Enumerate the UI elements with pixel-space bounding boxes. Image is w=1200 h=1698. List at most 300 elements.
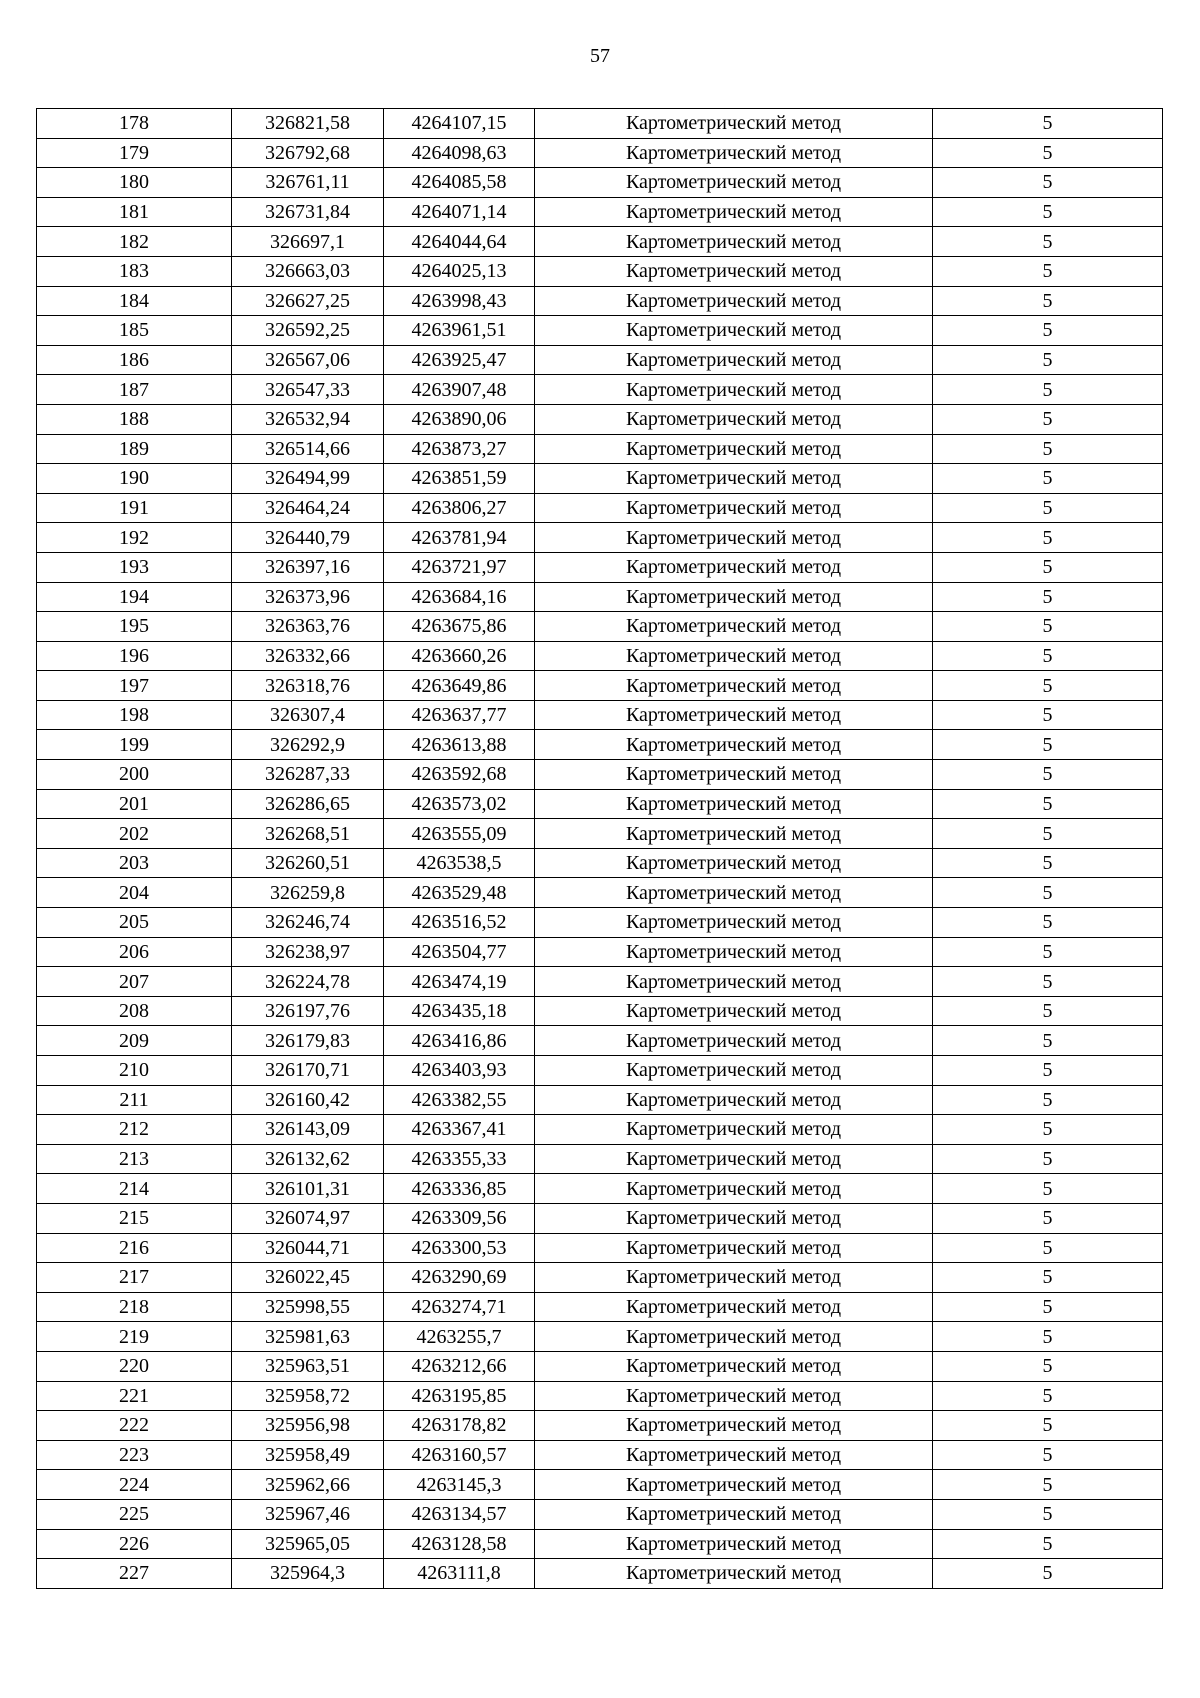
table-row [37,1056,1163,1086]
x-coordinate-cell: 326821,58 [232,109,384,139]
point-number-cell: 210 [37,1056,232,1086]
method-cell: Картометрический метод [535,375,933,405]
x-coordinate-cell: 326761,11 [232,168,384,198]
accuracy-cell: 5 [933,908,1163,938]
accuracy-cell: 5 [933,286,1163,316]
table-row [37,878,1163,908]
method-cell: Картометрический метод [535,848,933,878]
accuracy-cell: 5 [933,316,1163,346]
x-coordinate-cell: 326101,31 [232,1174,384,1204]
accuracy-cell: 5 [933,1056,1163,1086]
point-number-cell: 219 [37,1322,232,1352]
accuracy-cell: 5 [933,700,1163,730]
y-coordinate-cell: 4263851,59 [384,464,535,494]
point-number-cell: 198 [37,700,232,730]
method-cell: Картометрический метод [535,967,933,997]
point-number-cell: 193 [37,552,232,582]
point-number-cell: 226 [37,1529,232,1559]
accuracy-cell: 5 [933,109,1163,139]
y-coordinate-cell: 4263416,86 [384,1026,535,1056]
accuracy-cell: 5 [933,434,1163,464]
x-coordinate-cell: 326074,97 [232,1203,384,1233]
point-number-cell: 206 [37,937,232,967]
point-number-cell: 190 [37,464,232,494]
method-cell: Картометрический метод [535,582,933,612]
coordinates-table [36,108,1163,1589]
table-row [37,582,1163,612]
y-coordinate-cell: 4263403,93 [384,1056,535,1086]
x-coordinate-cell: 325956,98 [232,1411,384,1441]
x-coordinate-cell: 326286,65 [232,789,384,819]
table-row [37,1026,1163,1056]
accuracy-cell: 5 [933,1085,1163,1115]
table-row [37,523,1163,553]
y-coordinate-cell: 4263998,43 [384,286,535,316]
y-coordinate-cell: 4263613,88 [384,730,535,760]
table-row [37,1440,1163,1470]
y-coordinate-cell: 4263649,86 [384,671,535,701]
method-cell: Картометрический метод [535,1292,933,1322]
point-number-cell: 183 [37,256,232,286]
point-number-cell: 217 [37,1263,232,1293]
table-row [37,819,1163,849]
y-coordinate-cell: 4264107,15 [384,109,535,139]
point-number-cell: 189 [37,434,232,464]
accuracy-cell: 5 [933,197,1163,227]
table-row [37,464,1163,494]
point-number-cell: 186 [37,345,232,375]
table-row [37,375,1163,405]
accuracy-cell: 5 [933,375,1163,405]
table-row [37,1115,1163,1145]
point-number-cell: 194 [37,582,232,612]
method-cell: Картометрический метод [535,1470,933,1500]
x-coordinate-cell: 326731,84 [232,197,384,227]
y-coordinate-cell: 4263504,77 [384,937,535,967]
method-cell: Картометрический метод [535,197,933,227]
table-row [37,730,1163,760]
y-coordinate-cell: 4263145,3 [384,1470,535,1500]
method-cell: Картометрический метод [535,1322,933,1352]
table-row [37,1292,1163,1322]
accuracy-cell: 5 [933,1381,1163,1411]
point-number-cell: 191 [37,493,232,523]
x-coordinate-cell: 326494,99 [232,464,384,494]
accuracy-cell: 5 [933,404,1163,434]
y-coordinate-cell: 4263355,33 [384,1144,535,1174]
point-number-cell: 202 [37,819,232,849]
method-cell: Картометрический метод [535,1085,933,1115]
accuracy-cell: 5 [933,523,1163,553]
y-coordinate-cell: 4263435,18 [384,996,535,1026]
point-number-cell: 199 [37,730,232,760]
x-coordinate-cell: 326022,45 [232,1263,384,1293]
x-coordinate-cell: 325962,66 [232,1470,384,1500]
method-cell: Картометрический метод [535,641,933,671]
table-row [37,1529,1163,1559]
y-coordinate-cell: 4263573,02 [384,789,535,819]
point-number-cell: 212 [37,1115,232,1145]
x-coordinate-cell: 326170,71 [232,1056,384,1086]
point-number-cell: 214 [37,1174,232,1204]
method-cell: Картометрический метод [535,1411,933,1441]
accuracy-cell: 5 [933,464,1163,494]
y-coordinate-cell: 4263592,68 [384,760,535,790]
x-coordinate-cell: 326567,06 [232,345,384,375]
point-number-cell: 223 [37,1440,232,1470]
point-number-cell: 197 [37,671,232,701]
method-cell: Картометрический метод [535,493,933,523]
x-coordinate-cell: 326044,71 [232,1233,384,1263]
x-coordinate-cell: 326268,51 [232,819,384,849]
y-coordinate-cell: 4263961,51 [384,316,535,346]
x-coordinate-cell: 326532,94 [232,404,384,434]
method-cell: Картометрический метод [535,996,933,1026]
y-coordinate-cell: 4263890,06 [384,404,535,434]
y-coordinate-cell: 4264071,14 [384,197,535,227]
x-coordinate-cell: 326287,33 [232,760,384,790]
table-row [37,1351,1163,1381]
y-coordinate-cell: 4263195,85 [384,1381,535,1411]
table-row [37,227,1163,257]
x-coordinate-cell: 326792,68 [232,138,384,168]
y-coordinate-cell: 4263516,52 [384,908,535,938]
point-number-cell: 184 [37,286,232,316]
x-coordinate-cell: 326238,97 [232,937,384,967]
accuracy-cell: 5 [933,612,1163,642]
accuracy-cell: 5 [933,671,1163,701]
table-row [37,1322,1163,1352]
point-number-cell: 227 [37,1559,232,1589]
table-row [37,760,1163,790]
method-cell: Картометрический метод [535,1351,933,1381]
x-coordinate-cell: 326397,16 [232,552,384,582]
x-coordinate-cell: 326627,25 [232,286,384,316]
point-number-cell: 188 [37,404,232,434]
point-number-cell: 195 [37,612,232,642]
table-row [37,256,1163,286]
method-cell: Картометрический метод [535,671,933,701]
table-body [37,109,1163,1589]
point-number-cell: 218 [37,1292,232,1322]
table-row [37,552,1163,582]
method-cell: Картометрический метод [535,523,933,553]
point-number-cell: 211 [37,1085,232,1115]
y-coordinate-cell: 4263111,8 [384,1559,535,1589]
y-coordinate-cell: 4263529,48 [384,878,535,908]
method-cell: Картометрический метод [535,878,933,908]
table-row [37,789,1163,819]
x-coordinate-cell: 325998,55 [232,1292,384,1322]
point-number-cell: 203 [37,848,232,878]
x-coordinate-cell: 325965,05 [232,1529,384,1559]
point-number-cell: 224 [37,1470,232,1500]
table-row [37,937,1163,967]
accuracy-cell: 5 [933,1499,1163,1529]
y-coordinate-cell: 4263290,69 [384,1263,535,1293]
table-row [37,1470,1163,1500]
accuracy-cell: 5 [933,996,1163,1026]
page-number: 57 [590,45,610,67]
point-number-cell: 205 [37,908,232,938]
point-number-cell: 222 [37,1411,232,1441]
x-coordinate-cell: 326307,4 [232,700,384,730]
method-cell: Картометрический метод [535,1529,933,1559]
table-row [37,1381,1163,1411]
method-cell: Картометрический метод [535,760,933,790]
x-coordinate-cell: 326179,83 [232,1026,384,1056]
method-cell: Картометрический метод [535,700,933,730]
x-coordinate-cell: 326260,51 [232,848,384,878]
y-coordinate-cell: 4264098,63 [384,138,535,168]
accuracy-cell: 5 [933,1292,1163,1322]
accuracy-cell: 5 [933,1233,1163,1263]
table-row [37,612,1163,642]
y-coordinate-cell: 4263336,85 [384,1174,535,1204]
y-coordinate-cell: 4263925,47 [384,345,535,375]
method-cell: Картометрический метод [535,256,933,286]
x-coordinate-cell: 325958,49 [232,1440,384,1470]
y-coordinate-cell: 4264025,13 [384,256,535,286]
x-coordinate-cell: 325963,51 [232,1351,384,1381]
method-cell: Картометрический метод [535,464,933,494]
table-row [37,671,1163,701]
accuracy-cell: 5 [933,1026,1163,1056]
y-coordinate-cell: 4263255,7 [384,1322,535,1352]
y-coordinate-cell: 4263684,16 [384,582,535,612]
method-cell: Картометрический метод [535,1233,933,1263]
method-cell: Картометрический метод [535,789,933,819]
point-number-cell: 216 [37,1233,232,1263]
x-coordinate-cell: 325958,72 [232,1381,384,1411]
method-cell: Картометрический метод [535,1115,933,1145]
y-coordinate-cell: 4263274,71 [384,1292,535,1322]
y-coordinate-cell: 4263367,41 [384,1115,535,1145]
accuracy-cell: 5 [933,1144,1163,1174]
y-coordinate-cell: 4263907,48 [384,375,535,405]
method-cell: Картометрический метод [535,227,933,257]
table-row [37,908,1163,938]
point-number-cell: 196 [37,641,232,671]
point-number-cell: 192 [37,523,232,553]
point-number-cell: 215 [37,1203,232,1233]
point-number-cell: 221 [37,1381,232,1411]
point-number-cell: 201 [37,789,232,819]
point-number-cell: 225 [37,1499,232,1529]
method-cell: Картометрический метод [535,819,933,849]
y-coordinate-cell: 4264085,58 [384,168,535,198]
x-coordinate-cell: 326197,76 [232,996,384,1026]
accuracy-cell: 5 [933,1529,1163,1559]
point-number-cell: 204 [37,878,232,908]
y-coordinate-cell: 4263637,77 [384,700,535,730]
x-coordinate-cell: 326224,78 [232,967,384,997]
table-row [37,345,1163,375]
table-row [37,641,1163,671]
table-row [37,700,1163,730]
method-cell: Картометрический метод [535,404,933,434]
method-cell: Картометрический метод [535,908,933,938]
accuracy-cell: 5 [933,937,1163,967]
point-number-cell: 179 [37,138,232,168]
x-coordinate-cell: 325981,63 [232,1322,384,1352]
accuracy-cell: 5 [933,1411,1163,1441]
y-coordinate-cell: 4264044,64 [384,227,535,257]
method-cell: Картометрический метод [535,345,933,375]
method-cell: Картометрический метод [535,730,933,760]
accuracy-cell: 5 [933,789,1163,819]
x-coordinate-cell: 326697,1 [232,227,384,257]
method-cell: Картометрический метод [535,109,933,139]
table-row [37,967,1163,997]
method-cell: Картометрический метод [535,1026,933,1056]
table-row [37,1174,1163,1204]
point-number-cell: 178 [37,109,232,139]
x-coordinate-cell: 326363,76 [232,612,384,642]
y-coordinate-cell: 4263555,09 [384,819,535,849]
table-row [37,996,1163,1026]
point-number-cell: 182 [37,227,232,257]
accuracy-cell: 5 [933,552,1163,582]
accuracy-cell: 5 [933,227,1163,257]
y-coordinate-cell: 4263675,86 [384,612,535,642]
point-number-cell: 208 [37,996,232,1026]
accuracy-cell: 5 [933,1203,1163,1233]
method-cell: Картометрический метод [535,1263,933,1293]
accuracy-cell: 5 [933,760,1163,790]
method-cell: Картометрический метод [535,1381,933,1411]
x-coordinate-cell: 326259,8 [232,878,384,908]
x-coordinate-cell: 326318,76 [232,671,384,701]
table-row [37,1499,1163,1529]
table-row [37,197,1163,227]
y-coordinate-cell: 4263474,19 [384,967,535,997]
point-number-cell: 207 [37,967,232,997]
accuracy-cell: 5 [933,1470,1163,1500]
table-row [37,109,1163,139]
x-coordinate-cell: 326592,25 [232,316,384,346]
point-number-cell: 180 [37,168,232,198]
accuracy-cell: 5 [933,493,1163,523]
table-row [37,1085,1163,1115]
method-cell: Картометрический метод [535,1440,933,1470]
method-cell: Картометрический метод [535,937,933,967]
method-cell: Картометрический метод [535,138,933,168]
y-coordinate-cell: 4263134,57 [384,1499,535,1529]
y-coordinate-cell: 4263382,55 [384,1085,535,1115]
y-coordinate-cell: 4263300,53 [384,1233,535,1263]
accuracy-cell: 5 [933,641,1163,671]
x-coordinate-cell: 326440,79 [232,523,384,553]
table-row [37,1263,1163,1293]
y-coordinate-cell: 4263721,97 [384,552,535,582]
table-row [37,138,1163,168]
y-coordinate-cell: 4263128,58 [384,1529,535,1559]
table-row [37,1233,1163,1263]
method-cell: Картометрический метод [535,1559,933,1589]
y-coordinate-cell: 4263806,27 [384,493,535,523]
x-coordinate-cell: 326160,42 [232,1085,384,1115]
accuracy-cell: 5 [933,256,1163,286]
table-row [37,493,1163,523]
table-row [37,316,1163,346]
method-cell: Картометрический метод [535,286,933,316]
x-coordinate-cell: 326132,62 [232,1144,384,1174]
method-cell: Картометрический метод [535,316,933,346]
table-row [37,848,1163,878]
x-coordinate-cell: 326464,24 [232,493,384,523]
accuracy-cell: 5 [933,1263,1163,1293]
accuracy-cell: 5 [933,138,1163,168]
point-number-cell: 200 [37,760,232,790]
method-cell: Картометрический метод [535,1056,933,1086]
table-row [37,1203,1163,1233]
y-coordinate-cell: 4263178,82 [384,1411,535,1441]
accuracy-cell: 5 [933,1322,1163,1352]
y-coordinate-cell: 4263660,26 [384,641,535,671]
point-number-cell: 209 [37,1026,232,1056]
accuracy-cell: 5 [933,967,1163,997]
method-cell: Картометрический метод [535,434,933,464]
table-row [37,168,1163,198]
x-coordinate-cell: 326547,33 [232,375,384,405]
table-row [37,1144,1163,1174]
point-number-cell: 220 [37,1351,232,1381]
y-coordinate-cell: 4263873,27 [384,434,535,464]
point-number-cell: 187 [37,375,232,405]
x-coordinate-cell: 326332,66 [232,641,384,671]
y-coordinate-cell: 4263160,57 [384,1440,535,1470]
method-cell: Картометрический метод [535,552,933,582]
accuracy-cell: 5 [933,730,1163,760]
table-row [37,286,1163,316]
point-number-cell: 213 [37,1144,232,1174]
x-coordinate-cell: 325967,46 [232,1499,384,1529]
point-number-cell: 185 [37,316,232,346]
accuracy-cell: 5 [933,878,1163,908]
x-coordinate-cell: 326373,96 [232,582,384,612]
x-coordinate-cell: 326246,74 [232,908,384,938]
accuracy-cell: 5 [933,1115,1163,1145]
y-coordinate-cell: 4263309,56 [384,1203,535,1233]
table-row [37,1559,1163,1589]
accuracy-cell: 5 [933,168,1163,198]
method-cell: Картометрический метод [535,1499,933,1529]
accuracy-cell: 5 [933,1174,1163,1204]
y-coordinate-cell: 4263538,5 [384,848,535,878]
table-row [37,434,1163,464]
x-coordinate-cell: 326143,09 [232,1115,384,1145]
x-coordinate-cell: 326514,66 [232,434,384,464]
x-coordinate-cell: 326663,03 [232,256,384,286]
table-row [37,1411,1163,1441]
accuracy-cell: 5 [933,1559,1163,1589]
x-coordinate-cell: 325964,3 [232,1559,384,1589]
accuracy-cell: 5 [933,1351,1163,1381]
accuracy-cell: 5 [933,819,1163,849]
accuracy-cell: 5 [933,345,1163,375]
point-number-cell: 181 [37,197,232,227]
accuracy-cell: 5 [933,848,1163,878]
method-cell: Картометрический метод [535,1144,933,1174]
method-cell: Картометрический метод [535,1203,933,1233]
method-cell: Картометрический метод [535,1174,933,1204]
method-cell: Картометрический метод [535,612,933,642]
x-coordinate-cell: 326292,9 [232,730,384,760]
accuracy-cell: 5 [933,1440,1163,1470]
method-cell: Картометрический метод [535,168,933,198]
y-coordinate-cell: 4263781,94 [384,523,535,553]
